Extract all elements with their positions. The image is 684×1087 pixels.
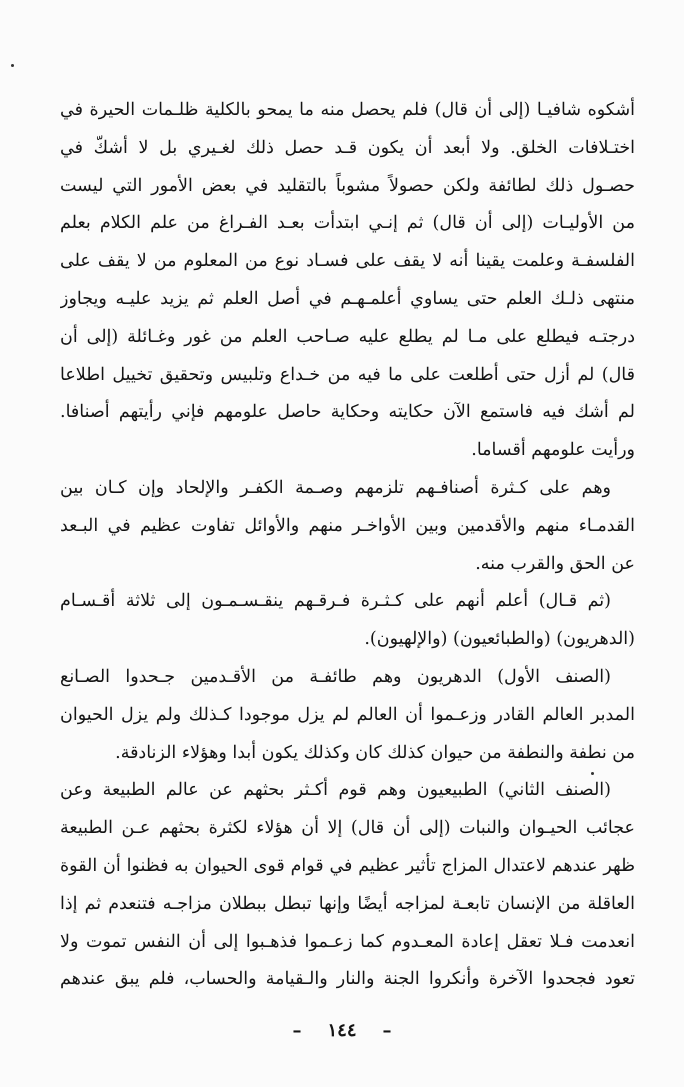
- page-number-value: ١٤٤: [327, 1020, 357, 1041]
- text-line: المدبر العالم القادر وزعـموا أن العالم لم يزل موجودا كـذلك ولم يزل الحيوان: [60, 704, 635, 725]
- text-line: القدمـاء منهم والأقدمين وبين الأواخـر منهم والأوائل تفاوت عظيم في البـعد: [60, 515, 635, 536]
- text-line: (الصنف الأول) الدهريون وهم طائفـة من الأقـدمين جـحدوا الصـانع: [60, 666, 611, 687]
- text-line: ورأيت علومهم أقساما.: [471, 440, 635, 461]
- text-line: وهم على كـثرة أصنافـهم تلزمهم وصـمة الكفـر والإلحاد وإن كـان بين: [60, 477, 611, 498]
- text-line: اختـلافات الخلق. ولا أبعد أن يكون قـد حصل ذلك لغـيري بل لا أشكّ في: [60, 137, 635, 158]
- text-line: الفلسفـة وعلمت يقينا أنه لا يقف على فسـاد نوع من المعلوم من لا يقف على: [60, 251, 635, 272]
- text-line: منتهى ذلـك العلم حتى يساوي أعلمـهـم في أصل العلم ثم يزيد عليـه ويجاوز: [60, 288, 635, 309]
- page-number-dash: –: [382, 1020, 392, 1041]
- text-line: حصـول ذلك لطائفة ولكن حصولاً مشوباً بالتقليد في بعض الأمور التي ليست: [60, 175, 635, 196]
- text-line: لم أشك فيه فاستمع الآن حكايته وحكاية حاصل علومهم فإني رأيتهم أصنافا.: [60, 402, 635, 423]
- text-line: من نطفة والنطفة من حيوان كذلك كان وكذلك يكون أبدا وهؤلاء الزنادقة.: [115, 742, 635, 763]
- text-line: أشكوه شافيـا (إلى أن قال) فلم يحصل منه ما يمحو بالكلية ظلـمات الحيرة في: [60, 100, 635, 120]
- body-text: [60, 92, 635, 999]
- scan-speck: [11, 64, 14, 67]
- text-line: قال) لم أزل حتى أطلعت على ما فيه من خـداع وتلبيس وتحقيق تخييل اطلاعا: [60, 364, 635, 385]
- text-line: العاقلة من الإنسان تابعـة لمزاجه أيضًا وإنها تبطل ببطلان مزاجـه فتنعدم ثم إذا: [60, 893, 635, 914]
- text-line: (الصنف الثاني) الطبيعيون وهم قوم أكـثر بحثهم عن عالم الطبيعة وعن: [60, 780, 611, 801]
- page-number-dash: –: [292, 1020, 302, 1041]
- text-line: عجائب الحيـوان والنبات (إلى أن قال) إلا أن هؤلاء لكثرة بحثهم عـن الطبيعة: [60, 818, 635, 839]
- text-line: (الدهريون) (والطبائعيون) (والإلهيون).: [364, 629, 635, 650]
- text-line: انعدمت فـلا تعقل إعادة المعـدوم كما زعـموا فذهـبوا إلى أن النفس تموت ولا: [60, 931, 635, 952]
- text-line: من الأوليـات (إلى أن قال) ثم إنـي ابتدأت بعـد الفـراغ من علم الكلام بعلم: [60, 213, 635, 234]
- page-number: [0, 1016, 684, 1046]
- text-line: عن الحق والقرب منه.: [475, 553, 635, 574]
- text-line: (ثم قـال) أعلم أنهم على كـثـرة فـرقـهم ينقـسـمـون إلى ثلاثة أقـسـام: [60, 591, 611, 612]
- text-line: ظهر عندهم لاعتدال المزاج تأثير عظيم في قوام قوى الحيوان به فظنوا أن القوة: [60, 855, 635, 876]
- text-line: درجتـه فيطلع على مـا لم يطلع عليه صـاحب العلم من غور وغـائلة (إلى أن: [60, 326, 635, 347]
- text-line: تعود فجحدوا الآخرة وأنكروا الجنة والنار والـقيامة والحساب، فلم يبق عندهم: [60, 969, 635, 990]
